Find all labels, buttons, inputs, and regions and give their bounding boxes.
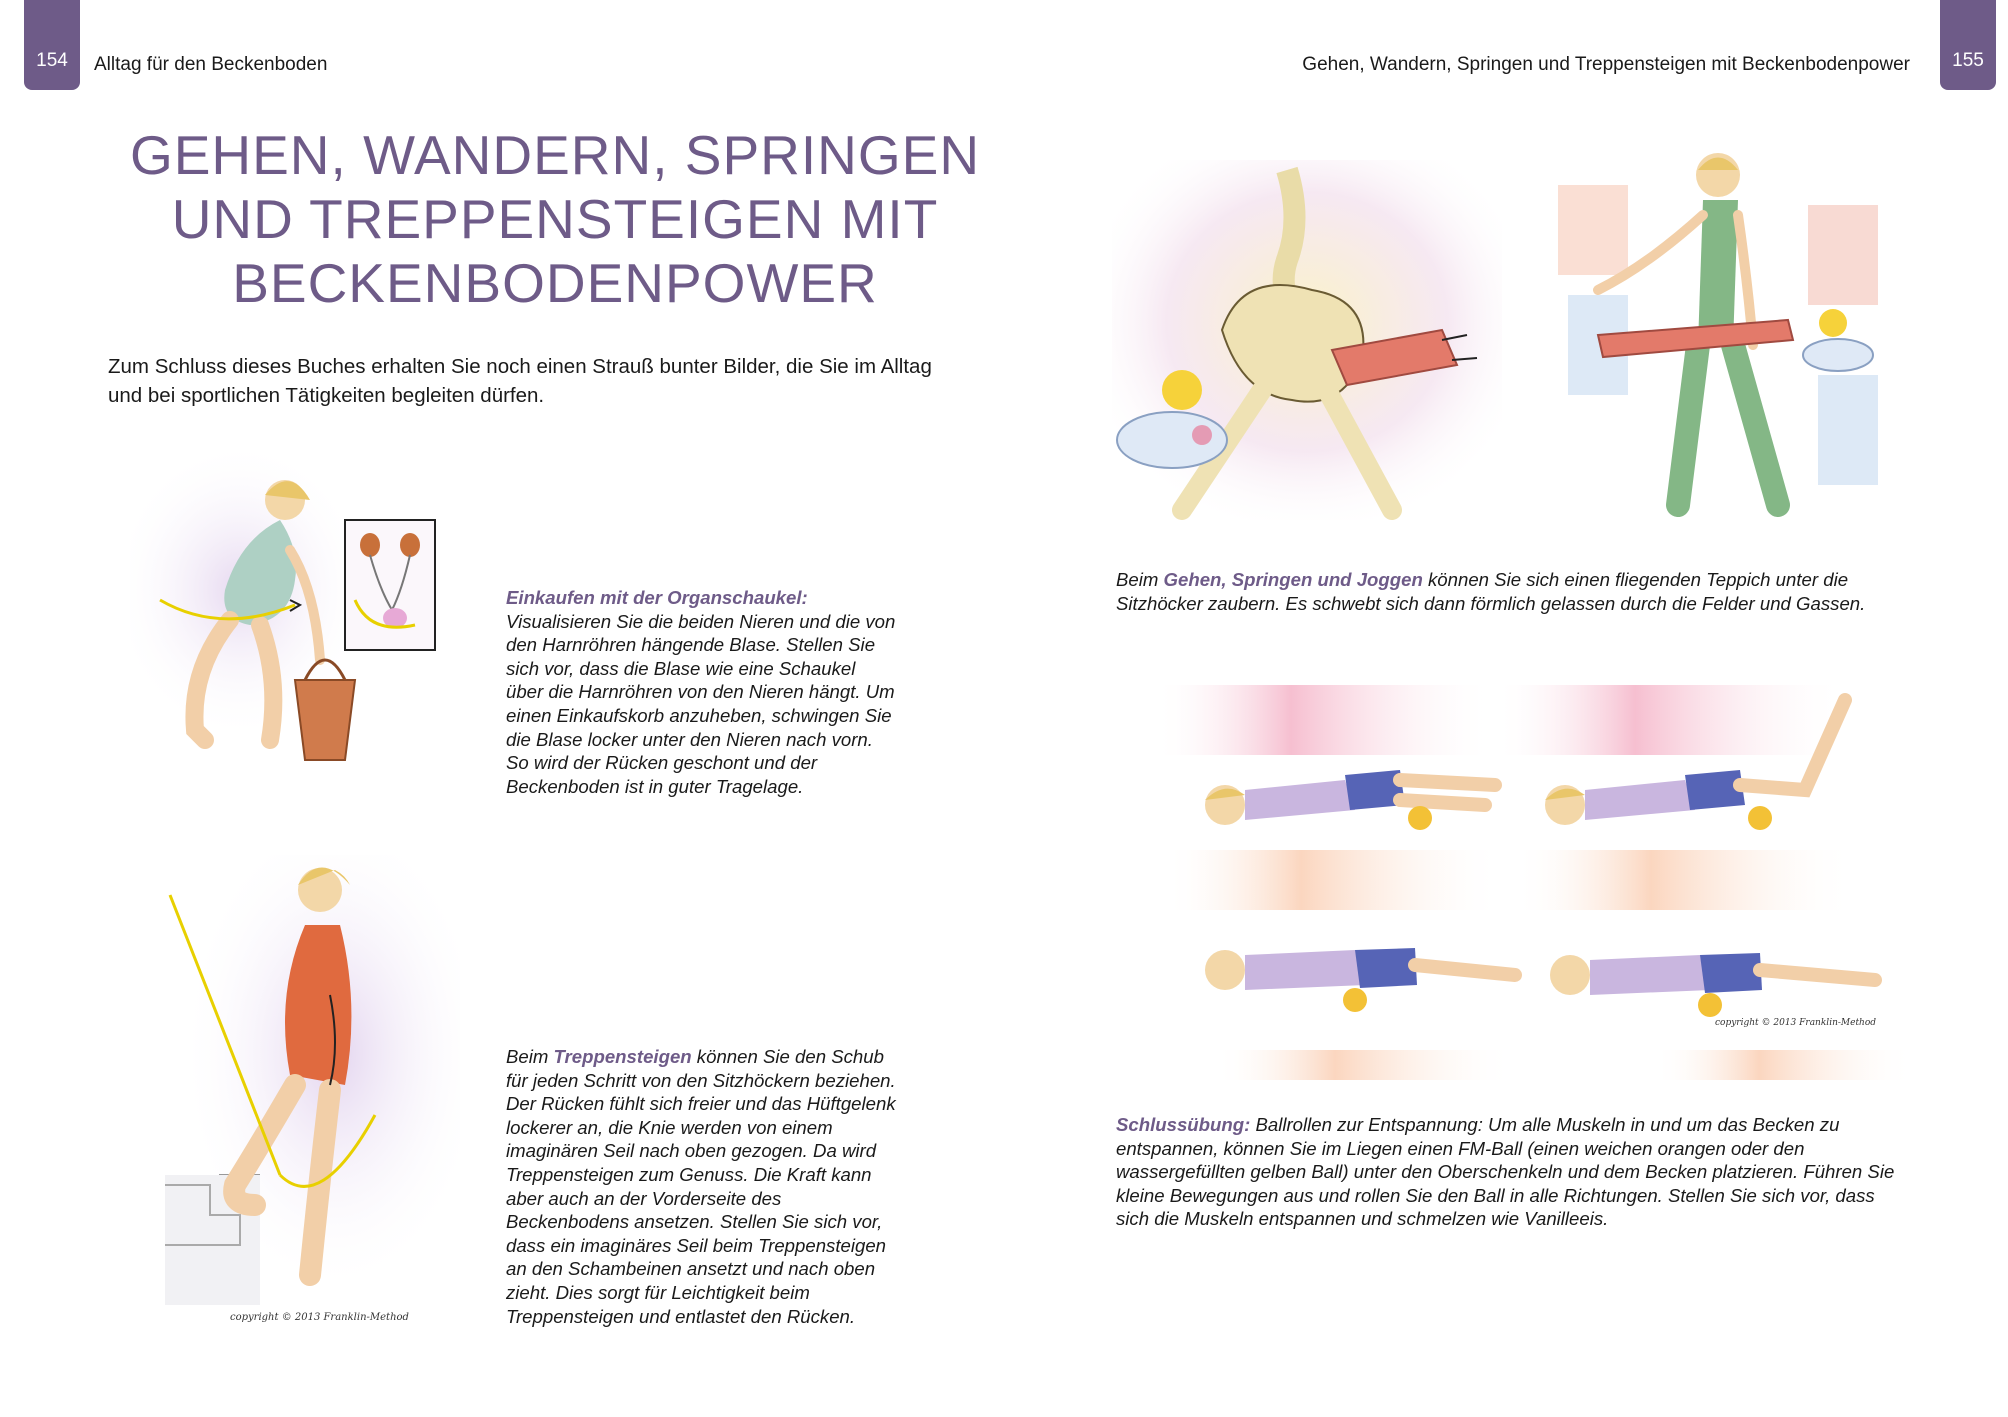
title-line-3: BECKENBODENPOWER	[232, 252, 878, 314]
caption-stairs-text: können Sie den Schub für jeden Schritt von den Sitzhöckern beziehen. Der Rücken fühlt sich freier und das Hüftgelenk lockerer an, die Knie werden von einem imaginären Seil nach oben gezogen. Da wird Treppensteigen zum Genuss. Die Kraft kann aber auch an der Vorderseite des Beckenbodens ansetzen. Stellen Sie sich vor, dass ein imaginäres Seil beim Treppensteigen an den Schambeinen ansetzt und nach oben zieht. Dies sorgt für Leichtigkeit beim Treppensteigen und entlastet den Rücken.	[506, 1046, 896, 1327]
page-number-right: 155	[1952, 50, 1984, 71]
caption-carpet	[1116, 568, 1906, 615]
caption-carpet-highlight: Gehen, Springen und Joggen	[1163, 569, 1423, 590]
shopping-woman-illustration	[130, 440, 490, 785]
caption-carpet-text: können Sie sich einen fliegenden Teppich unter die Sitzhöcker zaubern. Es schwebt sich dann förmlich gelassen durch die Felder und Gassen.	[1116, 569, 1866, 614]
lying-ball-exercise-illustration	[1155, 670, 1925, 1090]
pelvis-carpet-illustration	[1112, 160, 1502, 520]
title-line-2: UND TREPPENSTEIGEN MIT	[171, 188, 939, 250]
caption-stairs-highlight: Treppensteigen	[553, 1046, 692, 1067]
title-line-1: GEHEN, WANDERN, SPRINGEN	[129, 124, 981, 186]
intro-paragraph: Zum Schluss dieses Buches erhalten Sie noch einen Strauß bunter Bilder, die Sie im Alltag und bei sportlichen Tätigkeiten begleiten dürfen.	[108, 355, 932, 407]
caption-shopping	[506, 586, 896, 798]
stairs-woman-illustration	[160, 845, 460, 1325]
page-number-tab-right	[1940, 0, 1996, 90]
page-number-left: 154	[36, 50, 68, 71]
caption-stairs	[506, 1045, 896, 1328]
walking-woman-illustration	[1538, 145, 1908, 530]
caption-final-highlight: Schlussübung:	[1116, 1114, 1251, 1135]
caption-shopping-text: Visualisieren Sie die beiden Nieren und die von den Harnröhren hängende Blase. Stellen Sie sich vor, dass die Blase wie eine Schaukel über die Harnröhren von den Nieren hängt. Um einen Einkaufskorb anzuheben, schwingen Sie die Blase locker unter den Nieren nach vorn. So wird der Rücken geschont und der Beckenboden ist in guter Tragelage.	[506, 610, 896, 797]
caption-shopping-highlight: Einkaufen mit der Organschaukel:	[506, 587, 808, 608]
caption-final-text: Ballrollen zur Entspannung: Um alle Muskeln in und um das Becken zu entspannen, können Sie im Liegen einen FM-Ball (einen weichen orangen oder den wassergefüllten gelben Ball) unter den Oberschenkeln und dem Becken platzieren. Führen Sie kleine Bewegungen aus und rollen Sie den Ball in alle Richtungen. Stellen Sie sich vor, dass sich die Muskeln entspannen und schmelzen wie Vanilleeis.	[1116, 1114, 1895, 1230]
caption-stairs-before: Beim	[506, 1046, 554, 1067]
stairs-illustration-credit: copyright © 2013 Franklin-Method	[230, 1312, 409, 1323]
running-head-left: Alltag für den Beckenboden	[94, 54, 328, 75]
running-head-right: Gehen, Wandern, Springen und Treppensteigen mit Beckenbodenpower	[1302, 54, 1910, 75]
page-number-tab-left	[24, 0, 80, 90]
caption-carpet-before: Beim	[1116, 569, 1164, 590]
exercise-illustration-credit: copyright © 2013 Franklin-Method	[1715, 1018, 1877, 1028]
caption-final-exercise	[1116, 1113, 1906, 1231]
page-title	[120, 123, 990, 315]
